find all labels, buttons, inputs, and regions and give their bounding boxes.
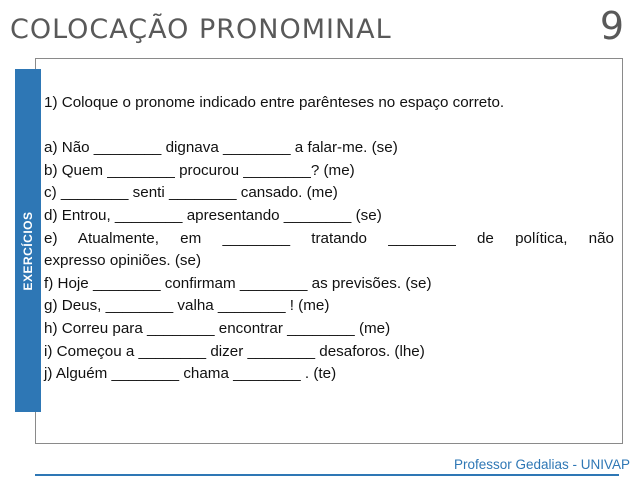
side-label-bar bbox=[15, 69, 41, 412]
exercise-item-c: c) ________ senti ________ cansado. (me) bbox=[44, 184, 338, 202]
exercise-item-b: b) Quem ________ procurou ________? (me) bbox=[44, 161, 355, 179]
exercise-item-g: g) Deus, ________ valha ________ ! (me) bbox=[44, 297, 330, 315]
slide-number: 9 bbox=[599, 4, 624, 48]
exercise-item-e: e) Atualmente, em ________ tratando ________ de política, não bbox=[44, 229, 614, 247]
exercise-instruction: 1) Coloque o pronome indicado entre parênteses no espaço correto. bbox=[44, 94, 505, 111]
exercise-item-j: j) Alguém ________ chama ________ . (te) bbox=[44, 365, 337, 383]
exercise-item-d: d) Entrou, ________ apresentando ________ (se) bbox=[44, 206, 382, 224]
slide-title: COLOCAÇÃO PRONOMINAL bbox=[10, 14, 392, 45]
exercise-item-h: h) Correu para ________ encontrar ________ (me) bbox=[44, 319, 391, 337]
exercise-item-e-continuation: expresso opiniões. (se) bbox=[44, 252, 202, 270]
exercise-item-f: f) Hoje ________ confirmam ________ as previsões. (se) bbox=[44, 274, 432, 292]
footer-credit: Professor Gedalias - UNIVAP bbox=[453, 457, 630, 472]
exercise-content bbox=[44, 92, 614, 386]
exercise-item-i: i) Começou a ________ dizer ________ desaforos. (lhe) bbox=[44, 342, 425, 360]
footer-rule bbox=[35, 474, 619, 476]
side-label: EXERCÍCIOS bbox=[21, 211, 35, 291]
spacer bbox=[44, 115, 614, 138]
exercise-item-a: a) Não ________ dignava ________ a falar-me. (se) bbox=[44, 139, 398, 157]
